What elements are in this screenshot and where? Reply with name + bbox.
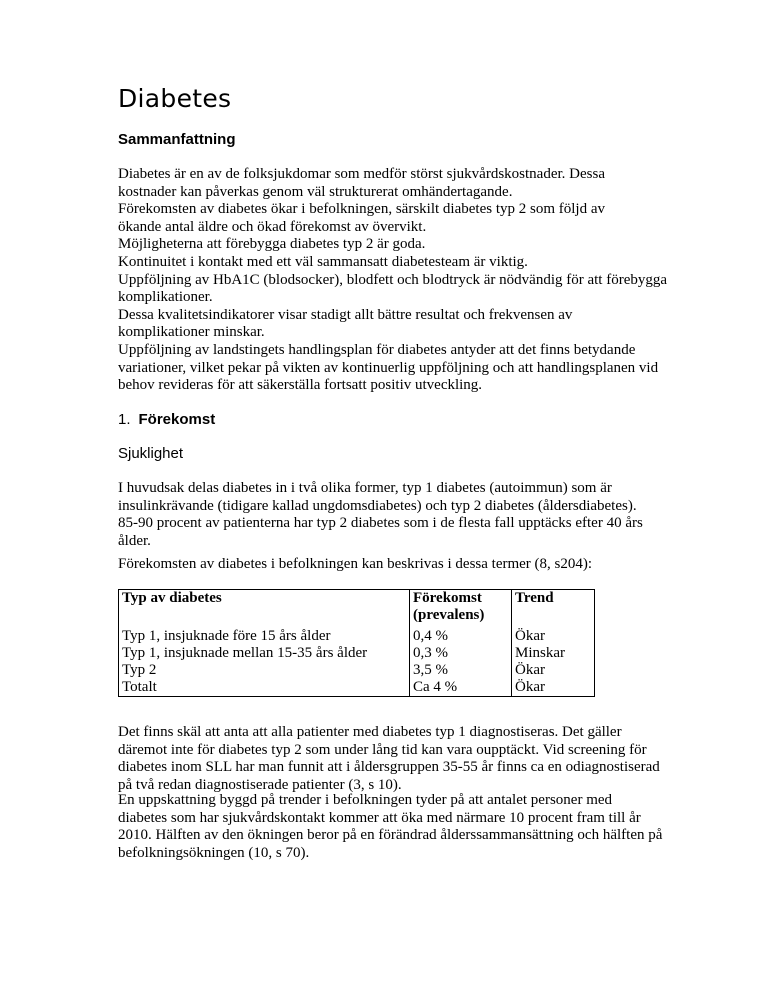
- paragraph-line: diabetes som har sjukvårdskontakt kommer att öka med närmare 10 procent fram till år: [118, 809, 641, 826]
- summary-line: Diabetes är en av de folksjukdomar som medför störst sjukvårdskostnader. Dessa: [118, 166, 605, 182]
- paragraph-types: [118, 480, 678, 550]
- paragraph-line: insulinkrävande (tidigare kallad ungdomsdiabetes) och typ 2 diabetes (åldersdiabetes).: [118, 497, 637, 514]
- paragraph-screening: [118, 724, 678, 794]
- summary-line: Uppföljning av landstingets handlingsplan för diabetes antyder att det finns betydande: [118, 341, 636, 358]
- table-row: [119, 645, 595, 662]
- paragraph-line: En uppskattning byggd på trender i befolkningen tyder på att antalet personer med: [118, 792, 613, 808]
- section-number: 1.: [118, 411, 131, 428]
- cell-type: Typ 2: [119, 662, 410, 679]
- summary-line: kostnader kan påverkas genom väl strukturerat omhändertagande.: [118, 183, 513, 200]
- cell-trend: Ökar: [512, 628, 595, 645]
- cell-type: Typ 1, insjuknade före 15 års ålder: [119, 628, 410, 645]
- paragraph-line: 2010. Hälften av den ökningen beror på en förändrad ålderssammansättning och hälften på: [118, 827, 663, 844]
- cell-trend: Ökar: [512, 679, 595, 697]
- cell-type: Totalt: [119, 679, 410, 697]
- summary-line: komplikationer.: [118, 289, 213, 306]
- cell-prevalence: 0,3 %: [410, 645, 512, 662]
- document-title: Diabetes: [118, 84, 232, 113]
- summary-heading: Sammanfattning: [118, 131, 236, 148]
- section-title: Förekomst: [138, 411, 216, 428]
- header-prevalence: Förekomst (prevalens): [410, 590, 512, 629]
- paragraph-line: I huvudsak delas diabetes in i två olika former, typ 1 diabetes (autoimmun) som är: [118, 480, 612, 496]
- paragraph-line: diabetes inom SLL har man funnit att i åldersgruppen 35-55 år finns ca en odiagnostiserad: [118, 759, 660, 776]
- paragraph-line: 85-90 procent av patienterna har typ 2 diabetes som i de flesta fall upptäcks efter 40 års: [118, 515, 643, 532]
- paragraph-line: på två redan diagnostiserade patienter (3, s 10).: [118, 776, 402, 793]
- summary-line: komplikationer minskar.: [118, 324, 265, 341]
- summary-line: Förekomsten av diabetes ökar i befolkningen, särskilt diabetes typ 2 som följd av: [118, 201, 605, 218]
- header-type: Typ av diabetes: [119, 590, 410, 629]
- paragraph-estimate: [118, 792, 678, 862]
- summary-line: Uppföljning av HbA1C (blodsocker), blodfett och blodtryck är nödvändig för att förebygga: [118, 271, 668, 288]
- cell-prevalence: 0,4 %: [410, 628, 512, 645]
- summary-line: ökande antal äldre och ökad förekomst av övervikt.: [118, 218, 427, 235]
- table-header-row: [119, 590, 595, 629]
- summary-line: Möjligheterna att förebygga diabetes typ 2 är goda.: [118, 236, 426, 253]
- cell-prevalence: Ca 4 %: [410, 679, 512, 697]
- paragraph-line: befolkningsökningen (10, s 70).: [118, 844, 310, 861]
- section-heading: [118, 411, 215, 429]
- summary-line: variationer, vilket pekar på vikten av kontinuerlig uppföljning och att handlingsplanen vid: [118, 359, 659, 376]
- paragraph-line: ålder.: [118, 532, 151, 549]
- cell-prevalence: 3,5 %: [410, 662, 512, 679]
- cell-trend: Minskar: [512, 645, 595, 662]
- table-row: [119, 628, 595, 645]
- paragraph-line: däremot inte för diabetes typ 2 som under lång tid kan vara oupptäckt. Vid screening för: [118, 741, 647, 758]
- paragraph-line: Det finns skäl att anta att alla patienter med diabetes typ 1 diagnostiseras. Det gäller: [118, 724, 622, 740]
- cell-type: Typ 1, insjuknade mellan 15-35 års ålder: [119, 645, 410, 662]
- table-row: [119, 679, 595, 697]
- summary-line: Kontinuitet i kontakt med ett väl sammansatt diabetesteam är viktig.: [118, 253, 528, 270]
- summary-line: behov revideras för att säkerställa fortsatt positiv utveckling.: [118, 377, 483, 394]
- prevalence-table: [118, 589, 595, 697]
- cell-trend: Ökar: [512, 662, 595, 679]
- header-trend: Trend: [512, 590, 595, 629]
- summary-line: Dessa kvalitetsindikatorer visar stadigt allt bättre resultat och frekvensen av: [118, 306, 573, 323]
- paragraph-intro-table: Förekomsten av diabetes i befolkningen kan beskrivas i dessa termer (8, s204):: [118, 556, 593, 572]
- subheading: Sjuklighet: [118, 445, 184, 462]
- summary-paragraph: [118, 166, 678, 395]
- table-row: [119, 662, 595, 679]
